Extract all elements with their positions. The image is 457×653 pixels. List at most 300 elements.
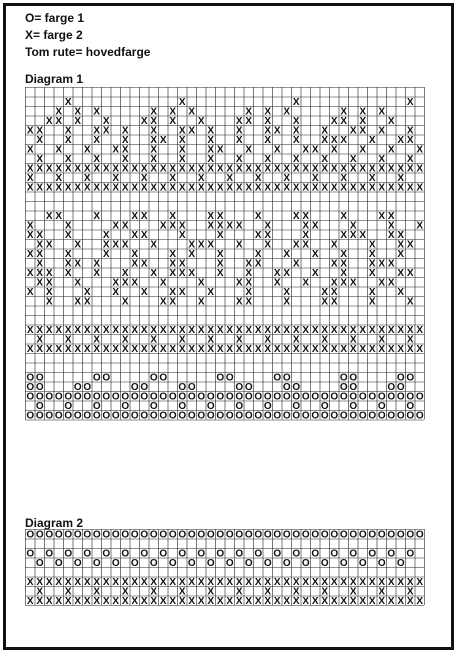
diagram-2-cell-x: X xyxy=(359,595,367,606)
diagram-1-cell-o: O xyxy=(26,410,35,421)
diagram-1-cell-x: X xyxy=(121,153,129,165)
diagram-1-cell-x: X xyxy=(131,248,139,260)
diagram-1-cell-o: O xyxy=(149,410,158,421)
diagram-1-cell-x: X xyxy=(74,277,82,289)
diagram-1-cell-x: X xyxy=(235,163,243,175)
diagram-1-cell-x: X xyxy=(397,324,405,336)
diagram-1-cell-x: X xyxy=(321,182,329,194)
diagram-1-cell-x: X xyxy=(235,343,243,355)
diagram-2-cell-x: X xyxy=(349,595,357,606)
diagram-1-cell-x: X xyxy=(273,324,281,336)
diagram-2-cell-o: O xyxy=(149,557,158,569)
diagram-1-cell-x: X xyxy=(264,220,272,232)
diagram-2-cell-x: X xyxy=(283,576,291,588)
diagram-1-cell-x: X xyxy=(121,144,129,156)
diagram-1-cell-o: O xyxy=(206,400,215,412)
diagram-1-cell-o: O xyxy=(330,391,339,403)
diagram-2-cell-x: X xyxy=(330,576,338,588)
diagram-1-cell-x: X xyxy=(64,96,72,108)
diagram-1-cell-x: X xyxy=(93,210,101,222)
diagram-1-cell-x: X xyxy=(55,163,63,175)
diagram-1-cell-x: X xyxy=(93,182,101,194)
diagram-2-cell-o: O xyxy=(168,557,177,569)
diagram-2-cell-x: X xyxy=(397,595,405,606)
diagram-1-cell-x: X xyxy=(330,324,338,336)
diagram-2-cell-x: X xyxy=(150,595,158,606)
diagram-1-cell-o: O xyxy=(387,410,396,421)
diagram-2-cell-x: X xyxy=(226,576,234,588)
diagram-1-cell-o: O xyxy=(149,400,158,412)
diagram-1-cell-x: X xyxy=(102,229,110,241)
diagram-2-cell-o: O xyxy=(149,529,158,541)
diagram-1-cell-o: O xyxy=(368,410,377,421)
diagram-1-cell-x: X xyxy=(140,163,148,175)
diagram-1-cell-x: X xyxy=(397,182,405,194)
diagram-1-cell-x: X xyxy=(55,144,63,156)
diagram-1-cell-x: X xyxy=(359,324,367,336)
diagram-1-cell-x: X xyxy=(349,153,357,165)
diagram-2-grid xyxy=(25,529,425,606)
diagram-2-cell-x: X xyxy=(254,595,262,606)
diagram-1-cell-x: X xyxy=(169,106,177,118)
diagram-2-cell-o: O xyxy=(349,548,358,560)
diagram-1-cell-x: X xyxy=(169,163,177,175)
diagram-1-cell-x: X xyxy=(159,296,167,308)
diagram-1-cell-x: X xyxy=(55,106,63,118)
diagram-2-cell-x: X xyxy=(254,576,262,588)
diagram-2-cell-o: O xyxy=(406,529,415,541)
diagram-1-cell-o: O xyxy=(254,391,263,403)
diagram-1-cell-o: O xyxy=(121,400,130,412)
diagram-1-cell-o: O xyxy=(282,391,291,403)
diagram-2-cell-x: X xyxy=(121,595,129,606)
diagram-1-cell-x: X xyxy=(150,267,158,279)
diagram-1-cell-x: X xyxy=(330,163,338,175)
diagram-1-cell-x: X xyxy=(36,267,44,279)
diagram-1-cell-x: X xyxy=(302,239,310,251)
diagram-2-cell-x: X xyxy=(150,586,158,598)
diagram-2-cell-o: O xyxy=(83,548,92,560)
diagram-1-cell-x: X xyxy=(131,324,139,336)
diagram-2-cell-o: O xyxy=(273,529,282,541)
diagram-1-cell-x: X xyxy=(283,106,291,118)
diagram-2-cell-o: O xyxy=(396,529,405,541)
diagram-1-cell-x: X xyxy=(254,182,262,194)
diagram-1-cell-o: O xyxy=(121,391,130,403)
diagram-1-cell-x: X xyxy=(121,324,129,336)
diagram-1-cell-x: X xyxy=(36,229,44,241)
diagram-2-cell-o: O xyxy=(225,529,234,541)
diagram-2-cell-x: X xyxy=(83,595,91,606)
diagram-1-cell-x: X xyxy=(406,153,414,165)
diagram-1-cell-x: X xyxy=(93,324,101,336)
diagram-1-cell-x: X xyxy=(150,324,158,336)
diagram-2-cell-o: O xyxy=(254,529,263,541)
diagram-1-cell-x: X xyxy=(302,229,310,241)
diagram-1-cell-x: X xyxy=(349,182,357,194)
diagram-1-cell-o: O xyxy=(396,372,405,384)
diagram-1-cell-o: O xyxy=(64,391,73,403)
diagram-1-cell-o: O xyxy=(282,410,291,421)
diagram-1-cell-o: O xyxy=(73,410,82,421)
diagram-1-cell-x: X xyxy=(159,324,167,336)
diagram-1-cell-o: O xyxy=(358,410,367,421)
diagram-2-cell-o: O xyxy=(216,548,225,560)
diagram-2-cell-o: O xyxy=(368,548,377,560)
diagram-2-cell-o: O xyxy=(54,529,63,541)
diagram-2-cell-x: X xyxy=(150,576,158,588)
diagram-1-cell-x: X xyxy=(283,163,291,175)
diagram-1-cell-x: X xyxy=(273,343,281,355)
diagram-1-cell-x: X xyxy=(302,144,310,156)
diagram-1-cell-x: X xyxy=(378,277,386,289)
diagram-1-cell-x: X xyxy=(359,106,367,118)
diagram-1-cell-x: X xyxy=(292,334,300,346)
diagram-1-cell-x: X xyxy=(74,258,82,270)
diagram-1-cell-x: X xyxy=(235,115,243,127)
diagram-1-cell-x: X xyxy=(254,210,262,222)
diagram-1-cell-o: O xyxy=(311,410,320,421)
diagram-2-cell-x: X xyxy=(216,576,224,588)
diagram-1-cell-x: X xyxy=(131,163,139,175)
diagram-1-cell-o: O xyxy=(263,400,272,412)
diagram-1-cell-x: X xyxy=(397,172,405,184)
diagram-1-cell-x: X xyxy=(178,334,186,346)
diagram-2-cell-x: X xyxy=(406,586,414,598)
diagram-1-cell-x: X xyxy=(45,267,53,279)
diagram-1-cell-x: X xyxy=(36,134,44,146)
diagram-1-cell-o: O xyxy=(92,372,101,384)
diagram-1-cell-x: X xyxy=(93,163,101,175)
diagram-1-cell-x: X xyxy=(340,134,348,146)
diagram-2-cell-o: O xyxy=(35,557,44,569)
diagram-1-cell-o: O xyxy=(263,410,272,421)
diagram-1-cell-x: X xyxy=(64,125,72,137)
diagram-1-cell-x: X xyxy=(340,163,348,175)
diagram-2-cell-x: X xyxy=(45,576,53,588)
diagram-1-cell-o: O xyxy=(320,410,329,421)
diagram-1-cell-x: X xyxy=(387,220,395,232)
diagram-1-cell-x: X xyxy=(340,182,348,194)
diagram-1-cell-o: O xyxy=(83,391,92,403)
diagram-2-cell-o: O xyxy=(244,557,253,569)
diagram-1-cell-x: X xyxy=(378,210,386,222)
diagram-1-cell-x: X xyxy=(387,229,395,241)
diagram-1-cell-x: X xyxy=(188,267,196,279)
diagram-1-cell-o: O xyxy=(254,410,263,421)
diagram-1-cell-x: X xyxy=(311,267,319,279)
diagram-1-cell-x: X xyxy=(74,343,82,355)
diagram-1-cell-x: X xyxy=(188,106,196,118)
diagram-1-cell-x: X xyxy=(378,258,386,270)
diagram-2-cell-x: X xyxy=(406,595,414,606)
diagram-1-cell-x: X xyxy=(245,343,253,355)
diagram-1-cell-o: O xyxy=(64,400,73,412)
diagram-2-cell-o: O xyxy=(140,548,149,560)
diagram-1-cell-x: X xyxy=(102,182,110,194)
diagram-1-cell-x: X xyxy=(169,296,177,308)
diagram-1-cell-x: X xyxy=(273,163,281,175)
diagram-2-cell-o: O xyxy=(102,529,111,541)
diagram-1-cell-x: X xyxy=(178,258,186,270)
diagram-2-cell-x: X xyxy=(378,576,386,588)
diagram-1-cell-o: O xyxy=(130,381,139,393)
diagram-1-cell-o: O xyxy=(292,400,301,412)
diagram-1-cell-x: X xyxy=(273,267,281,279)
diagram-1-cell-o: O xyxy=(26,391,35,403)
diagram-2-cell-x: X xyxy=(169,595,177,606)
diagram-2-cell-o: O xyxy=(168,529,177,541)
diagram-2-cell-x: X xyxy=(264,595,272,606)
diagram-1-cell-x: X xyxy=(264,182,272,194)
diagram-1-cell-o: O xyxy=(244,391,253,403)
diagram-2-cell-o: O xyxy=(187,557,196,569)
diagram-1-cell-x: X xyxy=(207,324,215,336)
diagram-1-cell-x: X xyxy=(36,334,44,346)
diagram-1-cell-x: X xyxy=(121,343,129,355)
diagram-1-cell-x: X xyxy=(292,115,300,127)
diagram-1-cell-x: X xyxy=(245,182,253,194)
diagram-1-cell-x: X xyxy=(406,334,414,346)
diagram-1-cell-x: X xyxy=(83,182,91,194)
diagram-1-cell-x: X xyxy=(283,248,291,260)
diagram-1-cell-x: X xyxy=(64,153,72,165)
diagram-2-cell-x: X xyxy=(207,595,215,606)
diagram-2-cell-o: O xyxy=(415,529,424,541)
diagram-1-cell-o: O xyxy=(83,410,92,421)
diagram-1-cell-x: X xyxy=(254,258,262,270)
diagram-1-cell-x: X xyxy=(302,343,310,355)
diagram-2-cell-x: X xyxy=(216,595,224,606)
diagram-1-cell-x: X xyxy=(36,125,44,137)
diagram-2-cell-o: O xyxy=(64,548,73,560)
diagram-1-cell-x: X xyxy=(112,239,120,251)
diagram-1-cell-x: X xyxy=(340,277,348,289)
diagram-1-cell-x: X xyxy=(83,172,91,184)
diagram-1-cell-x: X xyxy=(378,324,386,336)
diagram-1-cell-x: X xyxy=(368,182,376,194)
diagram-1-cell-x: X xyxy=(102,343,110,355)
diagram-1-cell-x: X xyxy=(321,334,329,346)
diagram-1-cell-x: X xyxy=(292,324,300,336)
diagram-1-cell-x: X xyxy=(264,343,272,355)
diagram-1-cell-x: X xyxy=(26,220,34,232)
diagram-1-cell-o: O xyxy=(111,410,120,421)
diagram-1-cell-o: O xyxy=(178,391,187,403)
diagram-2-cell-o: O xyxy=(292,548,301,560)
diagram-1-cell-x: X xyxy=(340,172,348,184)
diagram-1-cell-o: O xyxy=(206,391,215,403)
diagram-1-cell-x: X xyxy=(55,182,63,194)
diagram-1-cell-x: X xyxy=(311,172,319,184)
diagram-2-cell-x: X xyxy=(64,586,72,598)
diagram-1-cell-x: X xyxy=(93,258,101,270)
diagram-2-cell-o: O xyxy=(54,557,63,569)
diagram-1-cell-x: X xyxy=(178,153,186,165)
diagram-1-cell-x: X xyxy=(359,115,367,127)
diagram-1-cell-x: X xyxy=(74,239,82,251)
diagram-1-cell-o: O xyxy=(282,372,291,384)
diagram-1-cell-x: X xyxy=(397,343,405,355)
diagram-1-cell-x: X xyxy=(378,106,386,118)
diagram-2-cell-x: X xyxy=(416,576,424,588)
diagram-1-cell-x: X xyxy=(235,134,243,146)
legend xyxy=(25,10,150,61)
diagram-1-cell-x: X xyxy=(112,220,120,232)
diagram-1-cell-x: X xyxy=(368,239,376,251)
diagram-1-cell-o: O xyxy=(396,381,405,393)
diagram-2-cell-o: O xyxy=(330,548,339,560)
diagram-1-cell-x: X xyxy=(83,296,91,308)
diagram-1-cell-x: X xyxy=(74,163,82,175)
diagram-1-cell-x: X xyxy=(302,163,310,175)
diagram-1-cell-x: X xyxy=(416,220,424,232)
diagram-1-cell-x: X xyxy=(359,229,367,241)
diagram-1-cell-o: O xyxy=(45,410,54,421)
diagram-1-cell-o: O xyxy=(292,391,301,403)
diagram-1-cell-x: X xyxy=(254,172,262,184)
diagram-2-cell-x: X xyxy=(188,595,196,606)
diagram-1-cell-x: X xyxy=(169,258,177,270)
legend-line-empty: Tom rute= hovedfarge xyxy=(25,45,151,59)
diagram-1-cell-x: X xyxy=(150,334,158,346)
diagram-1-cell-x: X xyxy=(273,125,281,137)
diagram-1-cell-x: X xyxy=(178,220,186,232)
diagram-1-cell-x: X xyxy=(254,324,262,336)
diagram-2-cell-x: X xyxy=(197,595,205,606)
diagram-1-cell-o: O xyxy=(273,391,282,403)
diagram-1-cell-x: X xyxy=(102,239,110,251)
diagram-1-cell-x: X xyxy=(45,163,53,175)
diagram-2-cell-x: X xyxy=(359,576,367,588)
diagram-2-cell-x: X xyxy=(235,576,243,588)
diagram-1-cell-x: X xyxy=(397,229,405,241)
diagram-1-cell-o: O xyxy=(54,410,63,421)
diagram-1-cell-x: X xyxy=(416,324,424,336)
diagram-1-cell-x: X xyxy=(45,343,53,355)
diagram-1-cell-x: X xyxy=(26,267,34,279)
diagram-1-cell-x: X xyxy=(26,229,34,241)
diagram-1-cell-o: O xyxy=(168,391,177,403)
diagram-1-cell-x: X xyxy=(188,182,196,194)
diagram-1-cell-x: X xyxy=(178,286,186,298)
diagram-1-cell-x: X xyxy=(226,182,234,194)
diagram-1-cell-x: X xyxy=(26,125,34,137)
diagram-2-cell-x: X xyxy=(368,595,376,606)
diagram-1-cell-x: X xyxy=(226,220,234,232)
diagram-1-cell-x: X xyxy=(216,182,224,194)
diagram-2-cell-o: O xyxy=(187,529,196,541)
diagram-1-cell-x: X xyxy=(121,239,129,251)
diagram-1-cell-o: O xyxy=(64,410,73,421)
diagram-1-cell-x: X xyxy=(121,163,129,175)
diagram-2-cell-x: X xyxy=(64,576,72,588)
diagram-1-cell-x: X xyxy=(340,229,348,241)
diagram-1-cell-o: O xyxy=(73,381,82,393)
diagram-1-cell-x: X xyxy=(121,277,129,289)
diagram-1-cell-x: X xyxy=(93,125,101,137)
diagram-1-cell-x: X xyxy=(311,163,319,175)
diagram-1-cell-x: X xyxy=(140,172,148,184)
diagram-1-cell-o: O xyxy=(35,381,44,393)
diagram-2-cell-x: X xyxy=(83,576,91,588)
diagram-1-cell-x: X xyxy=(321,296,329,308)
diagram-1-cell-x: X xyxy=(254,229,262,241)
diagram-2-cell-x: X xyxy=(321,576,329,588)
diagram-2-cell-o: O xyxy=(320,529,329,541)
diagram-1-cell-x: X xyxy=(36,182,44,194)
diagram-1-cell-x: X xyxy=(416,182,424,194)
diagram-1-cell-o: O xyxy=(273,372,282,384)
diagram-1-cell-x: X xyxy=(45,182,53,194)
diagram-1-cell-x: X xyxy=(311,343,319,355)
diagram-2-cell-x: X xyxy=(159,576,167,588)
diagram-2-cell-o: O xyxy=(26,529,35,541)
diagram-1-cell-x: X xyxy=(397,267,405,279)
diagram-1-cell-x: X xyxy=(387,115,395,127)
diagram-1-cell-x: X xyxy=(36,258,44,270)
diagram-1-cell-x: X xyxy=(45,296,53,308)
diagram-1-cell-x: X xyxy=(216,229,224,241)
diagram-1-cell-x: X xyxy=(207,134,215,146)
diagram-1-cell-x: X xyxy=(121,296,129,308)
diagram-2-cell-x: X xyxy=(112,576,120,588)
diagram-1-cell-x: X xyxy=(131,229,139,241)
diagram-1-cell-x: X xyxy=(387,324,395,336)
diagram-1-cell-x: X xyxy=(283,343,291,355)
diagram-2-cell-x: X xyxy=(55,576,63,588)
diagram-1-cell-x: X xyxy=(264,134,272,146)
diagram-2-cell-o: O xyxy=(311,548,320,560)
diagram-1-cell-o: O xyxy=(159,391,168,403)
diagram-2-cell-x: X xyxy=(112,595,120,606)
diagram-1-cell-x: X xyxy=(330,343,338,355)
diagram-1-cell-x: X xyxy=(93,134,101,146)
diagram-2-cell-o: O xyxy=(197,548,206,560)
diagram-1-cell-x: X xyxy=(64,258,72,270)
diagram-2-cell-x: X xyxy=(45,595,53,606)
diagram-1-cell-x: X xyxy=(397,239,405,251)
diagram-1-cell-x: X xyxy=(64,134,72,146)
diagram-1-cell-x: X xyxy=(283,296,291,308)
diagram-1-cell-x: X xyxy=(188,163,196,175)
diagram-2-cell-o: O xyxy=(178,548,187,560)
diagram-2-cell-x: X xyxy=(131,576,139,588)
diagram-1-cell-x: X xyxy=(45,115,53,127)
diagram-1-cell-x: X xyxy=(112,144,120,156)
diagram-2-cell-x: X xyxy=(140,595,148,606)
diagram-1-cell-x: X xyxy=(235,296,243,308)
diagram-1-cell-o: O xyxy=(349,391,358,403)
diagram-1-cell-x: X xyxy=(207,210,215,222)
diagram-1-cell-x: X xyxy=(330,134,338,146)
diagram-1-cell-x: X xyxy=(159,134,167,146)
diagram-1-cell-x: X xyxy=(121,220,129,232)
diagram-2-cell-x: X xyxy=(93,576,101,588)
diagram-2-cell-o: O xyxy=(178,529,187,541)
diagram-1-cell-o: O xyxy=(339,391,348,403)
diagram-1-cell-x: X xyxy=(406,343,414,355)
diagram-1-cell-o: O xyxy=(406,372,415,384)
diagram-1-cell-o: O xyxy=(292,410,301,421)
diagram-2-cell-o: O xyxy=(311,529,320,541)
diagram-2-cell-x: X xyxy=(349,586,357,598)
diagram-1-cell-x: X xyxy=(140,229,148,241)
diagram-2-cell-x: X xyxy=(36,595,44,606)
diagram-1-cell-o: O xyxy=(330,410,339,421)
diagram-2-cell-x: X xyxy=(207,586,215,598)
diagram-1-cell-x: X xyxy=(169,267,177,279)
